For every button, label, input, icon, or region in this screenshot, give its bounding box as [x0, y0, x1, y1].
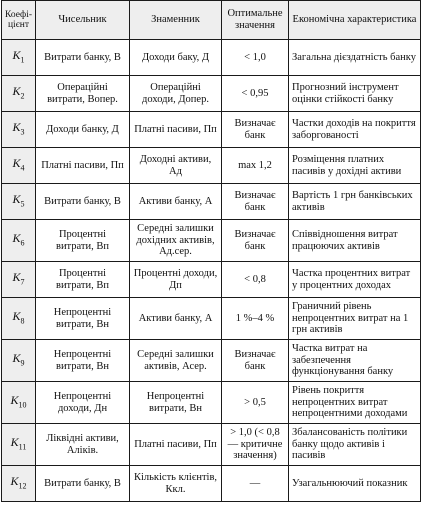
coef-index: 9	[20, 357, 25, 367]
economic-description-cell: Загальна дієздатність банку	[289, 40, 421, 76]
header-coef: Коефі- цієнт	[2, 1, 36, 40]
coef-index: 1	[20, 54, 25, 64]
table-row	[2, 220, 421, 262]
optimal-value-cell: < 0,95	[222, 76, 289, 112]
denominator-cell: Середні залишки активів, Асер.	[130, 340, 222, 382]
table-row	[2, 184, 421, 220]
coef-symbol: K	[12, 308, 21, 323]
coef-index: 5	[20, 198, 25, 208]
optimal-value-cell: Визначає банк	[222, 220, 289, 262]
denominator-cell: Кількість клієнтів, Ккл.	[130, 466, 222, 502]
denominator-cell: Активи банку, А	[130, 184, 222, 220]
economic-description-cell: Збалансованість політики банку щодо активів і пасивів	[289, 424, 421, 466]
coef-cell	[2, 76, 36, 112]
coef-cell	[2, 112, 36, 148]
header-denominator: Знаменник	[130, 1, 222, 40]
denominator-cell: Середні залишки дохідних активів, Ад.сер.	[130, 220, 222, 262]
optimal-value-cell: < 0,8	[222, 262, 289, 298]
coef-cell	[2, 382, 36, 424]
optimal-value-cell: Визначає банк	[222, 184, 289, 220]
table-row	[2, 262, 421, 298]
coef-symbol: K	[12, 155, 21, 170]
denominator-cell: Платні пасиви, Пп	[130, 424, 222, 466]
denominator-cell: Непроцентні витрати, Вн	[130, 382, 222, 424]
table-row	[2, 148, 421, 184]
economic-description-cell: Співвідношення витрат працюючих активів	[289, 220, 421, 262]
numerator-cell: Процентні витрати, Вп	[36, 220, 130, 262]
numerator-cell: Витрати банку, В	[36, 184, 130, 220]
coef-index: 6	[20, 237, 25, 247]
numerator-cell: Непроцентні витрати, Вн	[36, 340, 130, 382]
table-row	[2, 40, 421, 76]
economic-description-cell: Вартість 1 грн банківських активів	[289, 184, 421, 220]
coef-symbol: K	[12, 83, 21, 98]
optimal-value-cell: —	[222, 466, 289, 502]
coef-cell	[2, 298, 36, 340]
coef-cell	[2, 40, 36, 76]
denominator-cell: Операційні доходи, Допер.	[130, 76, 222, 112]
economic-description-cell: Граничний рівень непроцентних витрат на 1 грн активів	[289, 298, 421, 340]
coef-symbol: K	[10, 434, 19, 449]
table-row	[2, 466, 421, 502]
coef-cell	[2, 340, 36, 382]
coef-symbol: K	[12, 191, 21, 206]
optimal-value-cell: 1 %–4 %	[222, 298, 289, 340]
coef-cell	[2, 262, 36, 298]
denominator-cell: Доходні активи, Ад	[130, 148, 222, 184]
header-economic: Економічна характеристика	[289, 1, 421, 40]
numerator-cell: Процентні витрати, Вп	[36, 262, 130, 298]
optimal-value-cell: > 0,5	[222, 382, 289, 424]
coef-symbol: K	[12, 119, 21, 134]
numerator-cell: Непроцентні витрати, Вн	[36, 298, 130, 340]
economic-description-cell: Частка процентних витрат у процентних доходах	[289, 262, 421, 298]
economic-description-cell: Частка витрат на забезпечення функціонування банку	[289, 340, 421, 382]
optimal-value-cell: max 1,2	[222, 148, 289, 184]
numerator-cell: Витрати банку, В	[36, 466, 130, 502]
economic-description-cell: Узагальнюючий показник	[289, 466, 421, 502]
coef-index: 8	[20, 315, 25, 325]
numerator-cell: Платні пасиви, Пп	[36, 148, 130, 184]
denominator-cell: Платні пасиви, Пп	[130, 112, 222, 148]
denominator-cell: Доходи баку, Д	[130, 40, 222, 76]
coef-index: 11	[18, 441, 27, 451]
coef-cell	[2, 466, 36, 502]
coef-cell	[2, 184, 36, 220]
coef-symbol: K	[12, 350, 21, 365]
economic-description-cell: Розміщення платних пасивів у дохідні активи	[289, 148, 421, 184]
economic-description-cell: Частки доходів на покриття заборгованості	[289, 112, 421, 148]
coef-symbol: K	[10, 392, 19, 407]
numerator-cell: Доходи банку, Д	[36, 112, 130, 148]
numerator-cell: Операційні витрати, Вопер.	[36, 76, 130, 112]
denominator-cell: Активи банку, А	[130, 298, 222, 340]
numerator-cell: Непроцентні доходи, Дн	[36, 382, 130, 424]
economic-description-cell: Рівень покриття непроцентних витрат непроцентними доходами	[289, 382, 421, 424]
coef-cell	[2, 424, 36, 466]
optimal-value-cell: < 1,0	[222, 40, 289, 76]
coef-index: 4	[20, 162, 25, 172]
table-row	[2, 424, 421, 466]
table-row	[2, 112, 421, 148]
denominator-cell: Процентні доходи, Дп	[130, 262, 222, 298]
header-row	[2, 1, 421, 40]
coef-index: 2	[20, 90, 25, 100]
coef-cell	[2, 148, 36, 184]
coef-index: 7	[20, 276, 25, 286]
optimal-value-cell: Визначає банк	[222, 112, 289, 148]
coef-cell	[2, 220, 36, 262]
coef-symbol: K	[12, 47, 21, 62]
optimal-value-cell: Визначає банк	[222, 340, 289, 382]
numerator-cell: Витрати банку, В	[36, 40, 130, 76]
economic-description-cell: Прогнозний інструмент оцінки стійкості банку	[289, 76, 421, 112]
coefficients-table	[1, 0, 421, 502]
table-row	[2, 298, 421, 340]
coef-symbol: K	[12, 269, 21, 284]
table-row	[2, 382, 421, 424]
coef-index: 12	[18, 480, 27, 490]
coef-index: 3	[20, 126, 25, 136]
coef-symbol: K	[10, 473, 19, 488]
header-optimal: Оптимальне значення	[222, 1, 289, 40]
header-numerator: Чисельник	[36, 1, 130, 40]
coef-index: 10	[18, 399, 27, 409]
coef-symbol: K	[12, 230, 21, 245]
table-row	[2, 76, 421, 112]
numerator-cell: Ліквідні активи, Аліків.	[36, 424, 130, 466]
table-row	[2, 340, 421, 382]
optimal-value-cell: > 1,0 (< 0,8 — критичне значення)	[222, 424, 289, 466]
